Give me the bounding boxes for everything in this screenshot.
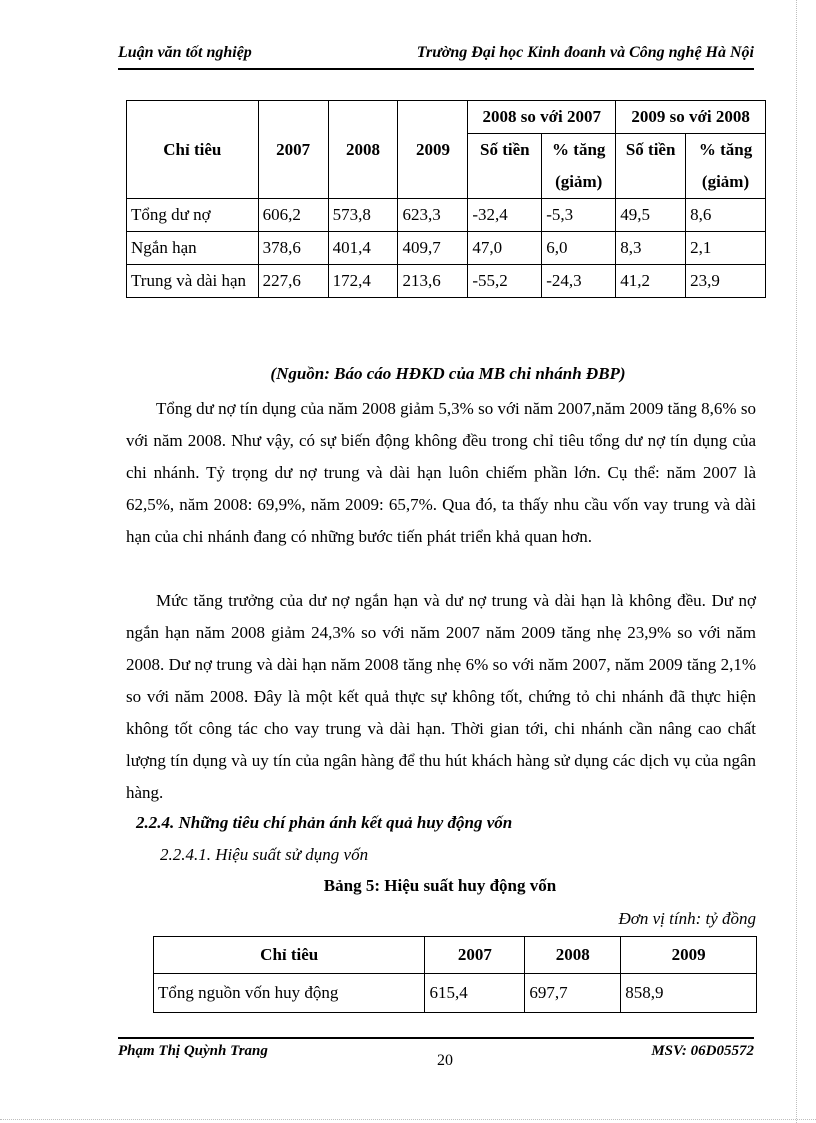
table2-header-year: 2007	[425, 937, 525, 974]
footer-divider	[118, 1037, 754, 1039]
cell: 623,3	[398, 199, 468, 232]
table-title: Bảng 5: Hiệu suất huy động vốn	[323, 876, 557, 895]
footer-author: Phạm Thị Quỳnh Trang	[118, 1043, 268, 1059]
cell: -5,3	[542, 199, 616, 232]
cell: 23,9	[686, 265, 766, 298]
cell: 409,7	[398, 232, 468, 265]
cell: 858,9	[621, 974, 757, 1013]
cell: 697,7	[525, 974, 621, 1013]
cell: 8,6	[686, 199, 766, 232]
table1-group2-title: 2009 so với 2008	[616, 101, 766, 134]
table1-sub-pct: % tăng (giảm)	[686, 134, 766, 199]
table2-header-label: Chỉ tiêu	[154, 937, 425, 974]
loan-balance-table	[126, 100, 766, 298]
table1-header-year: 2008	[328, 101, 398, 199]
table1-group1-title: 2008 so với 2007	[468, 101, 616, 134]
table1-header-year: 2007	[258, 101, 328, 199]
cell: 615,4	[425, 974, 525, 1013]
cell: -24,3	[542, 265, 616, 298]
body-paragraph: Mức tăng trưởng của dư nợ ngắn hạn và dư nợ trung và dài hạn là không đều. Dư nợ ngắn hạn năm 2008 giảm 24,3% so với năm 2007 năm 2009 tăng nhẹ 23,9% so với năm 2008. Dư nợ trung và dài hạn năm 2008 tăng nhẹ 6% so với năm 2007, năm 2009 tăng 2,1% so với năm 2008. Đây là một kết quả thực sự không tốt, chứng tỏ chi nhánh đã thực hiện không tốt công tác cho vay trung và dài hạn. Thời gian tới, chi nhánh cần nâng cao chất lượng tín dụng và uy tín của ngân hàng để thu hút khách hàng sử dụng các dịch vụ của ngân hàng.	[126, 591, 756, 802]
table-row	[154, 974, 757, 1013]
row-label: Trung và dài hạn	[127, 265, 259, 298]
cell: -32,4	[468, 199, 542, 232]
page-edge-dotted-line	[0, 1119, 816, 1120]
cell: 213,6	[398, 265, 468, 298]
header-left: Luận văn tốt nghiệp	[118, 44, 252, 61]
table1-sub-amount: Số tiền	[616, 134, 686, 199]
table-row	[127, 232, 766, 265]
table-row	[127, 265, 766, 298]
table-source-note: (Nguồn: Báo cáo HĐKD của MB chi nhánh ĐBP)	[270, 364, 626, 383]
cell: 2,1	[686, 232, 766, 265]
subsection-heading: 2.2.4.1. Hiệu suất sử dụng vốn	[160, 845, 369, 864]
header-divider	[118, 68, 754, 70]
header-right: Trường Đại học Kinh đoanh và Công nghệ Hà Nội	[416, 44, 754, 61]
cell: 227,6	[258, 265, 328, 298]
capital-efficiency-table	[153, 936, 757, 1013]
cell: 401,4	[328, 232, 398, 265]
cell: 6,0	[542, 232, 616, 265]
unit-note: Đơn vị tính: tỷ đồng	[618, 909, 756, 928]
section-heading: 2.2.4. Những tiêu chí phản ánh kết quả huy động vốn	[136, 813, 513, 832]
table1-sub-amount: Số tiền	[468, 134, 542, 199]
table1-header-year: 2009	[398, 101, 468, 199]
row-label: Tổng nguồn vốn huy động	[154, 974, 425, 1013]
cell: 41,2	[616, 265, 686, 298]
footer-student-id: MSV: 06D05572	[651, 1043, 754, 1059]
cell: 8,3	[616, 232, 686, 265]
cell: -55,2	[468, 265, 542, 298]
row-label: Ngắn hạn	[127, 232, 259, 265]
table1-sub-pct: % tăng (giảm)	[542, 134, 616, 199]
table2-header-year: 2009	[621, 937, 757, 974]
cell: 573,8	[328, 199, 398, 232]
cell: 172,4	[328, 265, 398, 298]
cell: 606,2	[258, 199, 328, 232]
cell: 378,6	[258, 232, 328, 265]
table1-header-label: Chỉ tiêu	[127, 101, 259, 199]
cell: 49,5	[616, 199, 686, 232]
body-paragraph: Tổng dư nợ tín dụng của năm 2008 giảm 5,3% so với năm 2007,năm 2009 tăng 8,6% so với năm 2008. Như vậy, có sự biến động không đều trong chỉ tiêu tổng dư nợ tín dụng của chi nhánh. Tỷ trọng dư nợ trung và dài hạn luôn chiếm phần lớn. Cụ thể: năm 2007 là 62,5%, năm 2008: 69,9%, năm 2009: 65,7%. Qua đó, ta thấy nhu cầu vốn vay trung và dài hạn của chi nhánh đang có những bước tiến phát triển khả quan hơn.	[126, 399, 756, 546]
cell: 47,0	[468, 232, 542, 265]
page-number: 20	[437, 1052, 453, 1069]
table2-header-year: 2008	[525, 937, 621, 974]
row-label: Tổng dư nợ	[127, 199, 259, 232]
table-row	[127, 199, 766, 232]
page-edge-dotted-line	[796, 0, 797, 1123]
